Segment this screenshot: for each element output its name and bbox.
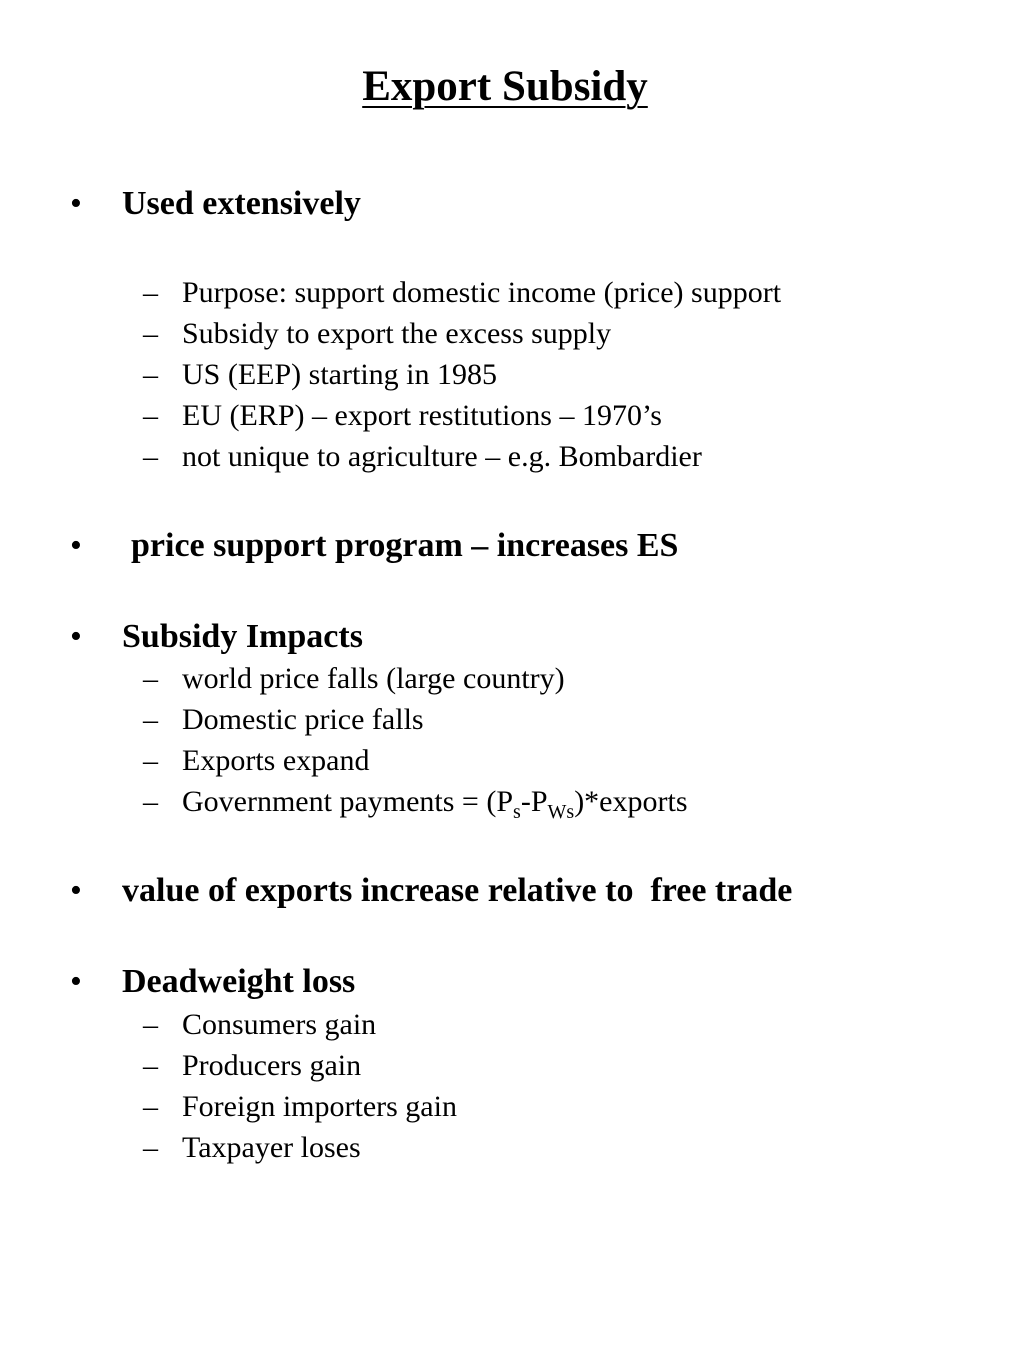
formula-subscript-ws: Ws: [547, 801, 575, 823]
sub-item-text: Purpose: support domestic income (price) support: [182, 276, 782, 309]
bullet-heading: Subsidy Impacts: [122, 618, 363, 655]
formula-text: [182, 784, 688, 823]
dash-marker: –: [143, 662, 158, 695]
bullet-heading: Used extensively: [122, 185, 361, 222]
formula-subscript-s: s: [513, 801, 521, 823]
sub-item-text: world price falls (large country): [182, 662, 565, 695]
dash-marker: –: [143, 317, 158, 350]
formula-prefix: Government payments = (P: [182, 785, 514, 818]
formula-suffix: )*exports: [574, 785, 688, 818]
sub-item-text: Consumers gain: [182, 1008, 377, 1041]
bullet-heading: Deadweight loss: [122, 963, 356, 1000]
sub-item-text: Taxpayer loses: [182, 1131, 361, 1164]
bullet-marker: •: [70, 185, 82, 222]
bullet-heading: value of exports increase relative to free trade: [122, 872, 793, 909]
sub-item-text: EU (ERP) – export restitutions – 1970’s: [182, 399, 662, 432]
bullet-marker: •: [70, 527, 82, 564]
dash-marker: –: [143, 440, 158, 473]
dash-marker: –: [143, 1008, 158, 1041]
slide-title: Export Subsidy: [362, 63, 648, 110]
sub-item-text: Subsidy to export the excess supply: [182, 317, 612, 350]
dash-marker: –: [143, 358, 158, 391]
sub-item-text: not unique to agriculture – e.g. Bombardier: [182, 440, 702, 473]
dash-marker: –: [143, 1049, 158, 1082]
dash-marker: –: [143, 744, 158, 777]
bullet-marker: •: [70, 963, 82, 1000]
dash-marker: –: [143, 399, 158, 432]
dash-marker: –: [143, 703, 158, 736]
bullet-marker: •: [70, 618, 82, 655]
sub-item-text: Exports expand: [182, 744, 370, 777]
sub-item-text: Foreign importers gain: [182, 1090, 457, 1123]
bullet-marker: •: [70, 872, 82, 909]
sub-item-text: Producers gain: [182, 1049, 362, 1082]
formula-middle: -P: [520, 785, 548, 818]
dash-marker: –: [143, 1090, 158, 1123]
dash-marker: –: [143, 785, 158, 818]
bullet-heading: price support program – increases ES: [131, 527, 679, 564]
sub-item-text: Domestic price falls: [182, 703, 424, 736]
dash-marker: –: [143, 276, 158, 309]
sub-item-text: US (EEP) starting in 1985: [182, 358, 497, 391]
dash-marker: –: [143, 1131, 158, 1164]
